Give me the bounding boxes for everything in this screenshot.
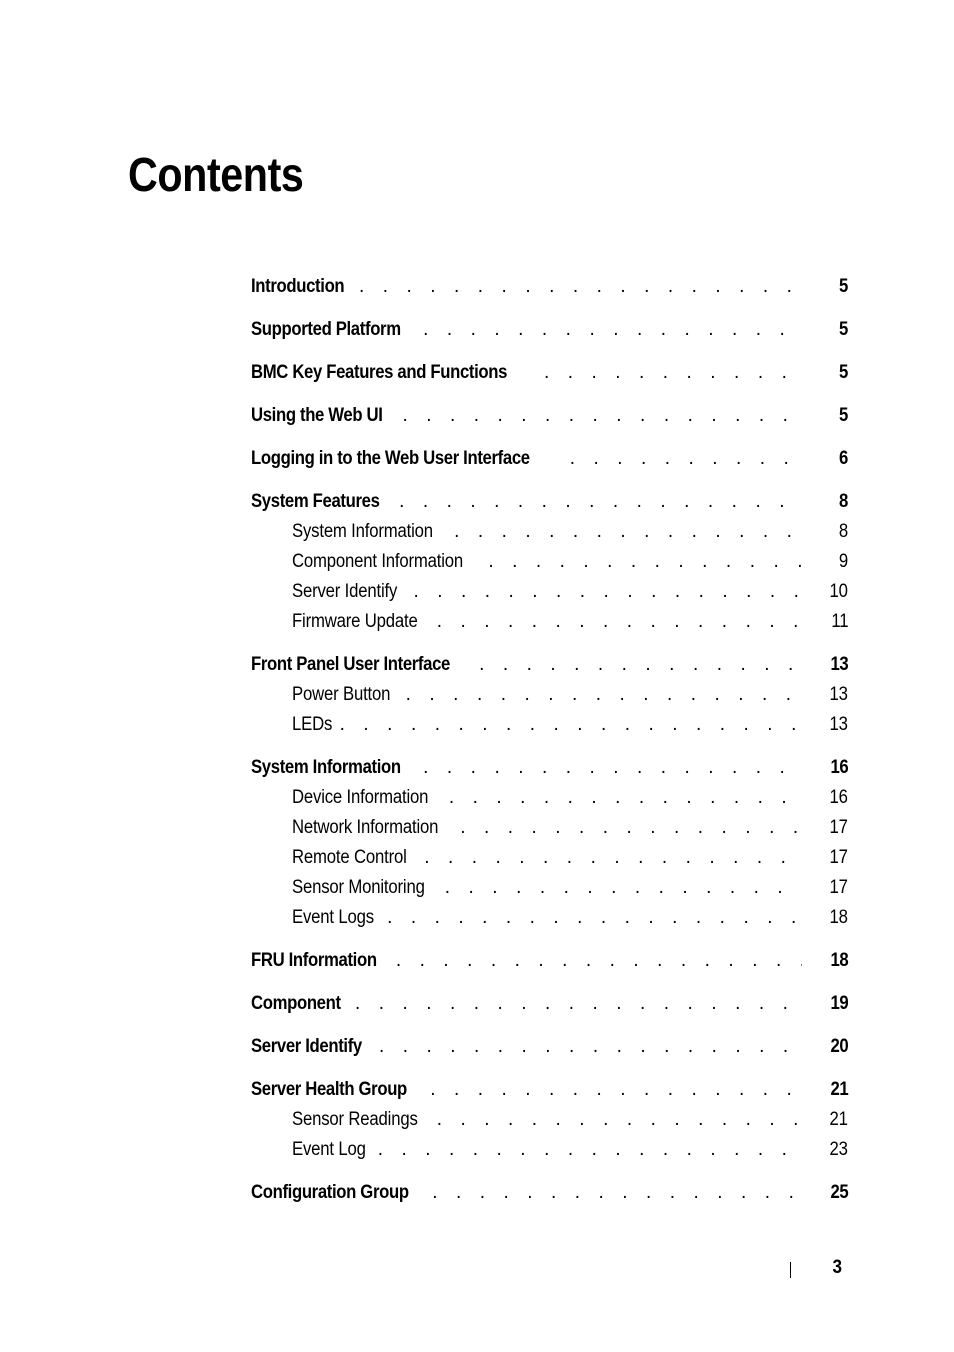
toc-entry-page: 8 xyxy=(838,521,848,542)
toc-entry[interactable] xyxy=(251,487,848,517)
toc-entry-page: 18 xyxy=(829,907,848,928)
dot-leader xyxy=(437,607,803,637)
toc-subentry[interactable] xyxy=(251,710,848,740)
toc-entry-label: Introduction xyxy=(251,276,345,297)
dot-leader xyxy=(379,1032,802,1062)
toc-entry-page: 5 xyxy=(839,319,848,340)
toc-entry[interactable] xyxy=(251,946,848,976)
toc-entry-page: 8 xyxy=(839,491,848,512)
toc-entry-page: 20 xyxy=(830,1036,848,1057)
toc-subentry[interactable] xyxy=(251,517,848,547)
table-of-contents xyxy=(251,272,848,1208)
dot-leader xyxy=(378,1135,802,1165)
toc-entry-page: 5 xyxy=(839,276,848,297)
toc-subentry[interactable] xyxy=(251,680,848,710)
toc-subentry[interactable] xyxy=(251,577,848,607)
footer-page-number: 3 xyxy=(832,1257,842,1278)
dot-leader xyxy=(340,710,802,740)
toc-entry-page: 13 xyxy=(830,654,848,675)
dot-leader xyxy=(460,813,801,843)
toc-entry[interactable] xyxy=(251,753,848,783)
toc-entry-page: 6 xyxy=(839,448,848,469)
dot-leader xyxy=(479,650,802,680)
toc-entry-label: Remote Control xyxy=(292,847,407,868)
dot-leader xyxy=(423,753,801,783)
toc-entry[interactable] xyxy=(251,272,848,302)
dot-leader xyxy=(414,577,802,607)
toc-subentry[interactable] xyxy=(251,783,848,813)
toc-entry[interactable] xyxy=(251,1075,848,1105)
toc-entry[interactable] xyxy=(251,315,848,345)
toc-entry[interactable] xyxy=(251,1178,848,1208)
toc-subentry[interactable] xyxy=(251,607,848,637)
toc-subentry[interactable] xyxy=(251,813,848,843)
dot-leader xyxy=(544,358,804,388)
toc-entry-page: 17 xyxy=(829,877,848,898)
toc-entry[interactable] xyxy=(251,444,848,474)
toc-entry-label: FRU Information xyxy=(251,950,377,971)
dot-leader xyxy=(359,272,804,302)
toc-entry-label: Device Information xyxy=(292,787,429,808)
dot-leader xyxy=(430,1075,801,1105)
toc-entry-label: System Information xyxy=(251,757,401,778)
dot-leader xyxy=(445,873,801,903)
toc-subentry[interactable] xyxy=(251,1105,848,1135)
toc-entry-page: 13 xyxy=(829,684,848,705)
toc-entry-page: 13 xyxy=(829,714,848,735)
dot-leader xyxy=(399,487,804,517)
toc-entry-label: Sensor Monitoring xyxy=(292,877,425,898)
toc-subentry[interactable] xyxy=(251,1135,848,1165)
dot-leader xyxy=(355,989,802,1019)
toc-entry-label: Front Panel User Interface xyxy=(251,654,450,675)
dot-leader xyxy=(488,547,804,577)
dot-leader xyxy=(449,783,801,813)
toc-subentry[interactable] xyxy=(251,547,848,577)
toc-entry[interactable] xyxy=(251,358,848,388)
toc-entry-label: System Features xyxy=(251,491,380,512)
toc-entry-label: Configuration Group xyxy=(251,1182,409,1203)
toc-entry-page: 21 xyxy=(830,1079,848,1100)
toc-entry-page: 17 xyxy=(829,817,848,838)
toc-entry-label: Component xyxy=(251,993,341,1014)
toc-entry-label: Power Button xyxy=(292,684,391,705)
toc-entry-page: 9 xyxy=(838,551,848,572)
toc-entry-page: 21 xyxy=(829,1109,848,1130)
toc-subentry[interactable] xyxy=(251,873,848,903)
dot-leader xyxy=(424,843,801,873)
toc-entry-page: 10 xyxy=(829,581,848,602)
toc-entry-label: Component Information xyxy=(292,551,464,572)
toc-entry-page: 23 xyxy=(829,1139,848,1160)
toc-entry-label: Logging in to the Web User Interface xyxy=(251,448,530,469)
toc-entry-label: Server Identify xyxy=(251,1036,362,1057)
toc-entry[interactable] xyxy=(251,650,848,680)
dot-leader xyxy=(406,680,802,710)
toc-entry-label: Event Log xyxy=(292,1139,366,1160)
toc-entry-label: BMC Key Features and Functions xyxy=(251,362,508,383)
dot-leader xyxy=(423,315,804,345)
toc-entry[interactable] xyxy=(251,989,848,1019)
toc-entry-page: 19 xyxy=(830,993,848,1014)
toc-entry-page: 16 xyxy=(830,757,848,778)
dot-leader xyxy=(432,1178,801,1208)
toc-entry-label: Using the Web UI xyxy=(251,405,383,426)
toc-entry-page: 17 xyxy=(829,847,848,868)
dot-leader xyxy=(402,401,804,431)
toc-entry-label: Supported Platform xyxy=(251,319,401,340)
toc-entry-page: 5 xyxy=(839,362,848,383)
toc-entry[interactable] xyxy=(251,1032,848,1062)
toc-entry-label: Event Logs xyxy=(292,907,374,928)
toc-entry-label: Server Health Group xyxy=(251,1079,407,1100)
toc-subentry[interactable] xyxy=(251,843,848,873)
toc-entry-page: 5 xyxy=(839,405,848,426)
dot-leader xyxy=(396,946,802,976)
toc-entry-page: 16 xyxy=(829,787,848,808)
toc-entry-page: 11 xyxy=(830,611,848,632)
toc-entry[interactable] xyxy=(251,401,848,431)
toc-entry-label: System Information xyxy=(292,521,433,542)
dot-leader xyxy=(437,1105,802,1135)
toc-entry-label: LEDs xyxy=(292,714,333,735)
toc-subentry[interactable] xyxy=(251,903,848,933)
toc-entry-label: Server Identify xyxy=(292,581,398,602)
footer-divider xyxy=(790,1262,791,1278)
dot-leader xyxy=(387,903,801,933)
dot-leader xyxy=(454,517,804,547)
page-title: Contents xyxy=(128,149,304,202)
dot-leader xyxy=(570,444,804,474)
toc-entry-page: 25 xyxy=(830,1182,848,1203)
toc-entry-label: Sensor Readings xyxy=(292,1109,418,1130)
toc-entry-label: Network Information xyxy=(292,817,439,838)
toc-entry-page: 18 xyxy=(830,950,848,971)
toc-entry-label: Firmware Update xyxy=(292,611,418,632)
